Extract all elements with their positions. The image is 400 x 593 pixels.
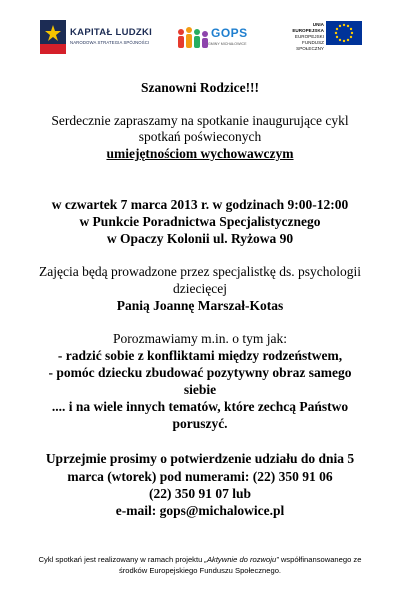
eu-line-3: FUNDUSZ SPOŁECZNY [296, 40, 324, 51]
gops-subtitle: GMINY MICHAŁOWICE [208, 42, 247, 46]
eu-text [282, 22, 324, 52]
confirm-line-1: Uprzejmie prosimy o potwierdzenie udziału do dnia 5 [45, 451, 355, 466]
lead-name: Panią Joannę Marszał-Kotas [116, 298, 284, 313]
footer-project-name: „Aktywnie do rozwoju” [204, 555, 279, 564]
kapital-ludzki-logo [40, 18, 168, 62]
intro-line-2: spotkań poświeconych [138, 129, 262, 144]
confirm-line-2: marca (wtorek) pod numerami: (22) 350 91 06 [67, 469, 333, 484]
footer-suffix: współfinansowanego ze [278, 555, 362, 564]
eu-line-2: EUROPEJSKI [294, 34, 324, 39]
kapital-ludzki-title: KAPITAŁ LUDZKI [70, 27, 153, 38]
kapital-ludzki-flag-icon [40, 20, 66, 54]
eu-flag-icon [326, 21, 362, 45]
confirm-line-3: (22) 350 91 07 lub [148, 486, 251, 501]
talk-item-1: - radzić sobie z konfliktami między rodzeństwem, [57, 348, 343, 363]
footer-line-2: środków Europejskiego Funduszu Społecznego. [118, 566, 282, 575]
talk-more-b: poruszyć. [172, 416, 228, 431]
intro-line-1: Serdecznie zapraszamy na spotkanie inaugurujące cykl [51, 113, 349, 128]
logo-header [0, 14, 400, 66]
talk-intro: Porozmawiamy m.in. o tym jak: [113, 331, 287, 346]
event-where-line-2: w Opaczy Kolonii ul. Ryżowa 90 [106, 231, 294, 246]
lead-line-1: Zajęcia będą prowadzone przez specjalistkę ds. psychologii [39, 264, 361, 279]
talk-more-a: .... i na wiele innych tematów, które zechcą Państwo [51, 399, 349, 414]
gops-people-icon [176, 24, 210, 52]
event-where-line-1: w Punkcie Poradnictwa Specjalistycznego [79, 214, 321, 229]
topic: umiejętnościom wychowawczym [106, 146, 294, 161]
confirm-email: e-mail: gops@michalowice.pl [115, 503, 285, 518]
footer-prefix: Cykl spotkań jest realizowany w ramach projektu [38, 555, 205, 564]
footer-line-1 [0, 555, 400, 564]
talk-item-2a: - pomóc dziecku zbudować pozytywny obraz samego [48, 365, 352, 380]
eu-logo [282, 16, 358, 62]
gops-logo [176, 20, 268, 60]
talk-item-2b: siebie [183, 382, 217, 397]
kapital-ludzki-subtitle: NARODOWA STRATEGIA SPÓJNOŚCI [70, 40, 150, 45]
lead-line-2: dziecięcej [173, 281, 227, 296]
greeting: Szanowni Rodzice!!! [140, 80, 260, 95]
gops-title: GOPS [211, 26, 248, 40]
eu-line-1: UNIA EUROPEJSKA [292, 22, 324, 33]
event-when: w czwartek 7 marca 2013 r. w godzinach 9:00-12:00 [51, 197, 349, 212]
